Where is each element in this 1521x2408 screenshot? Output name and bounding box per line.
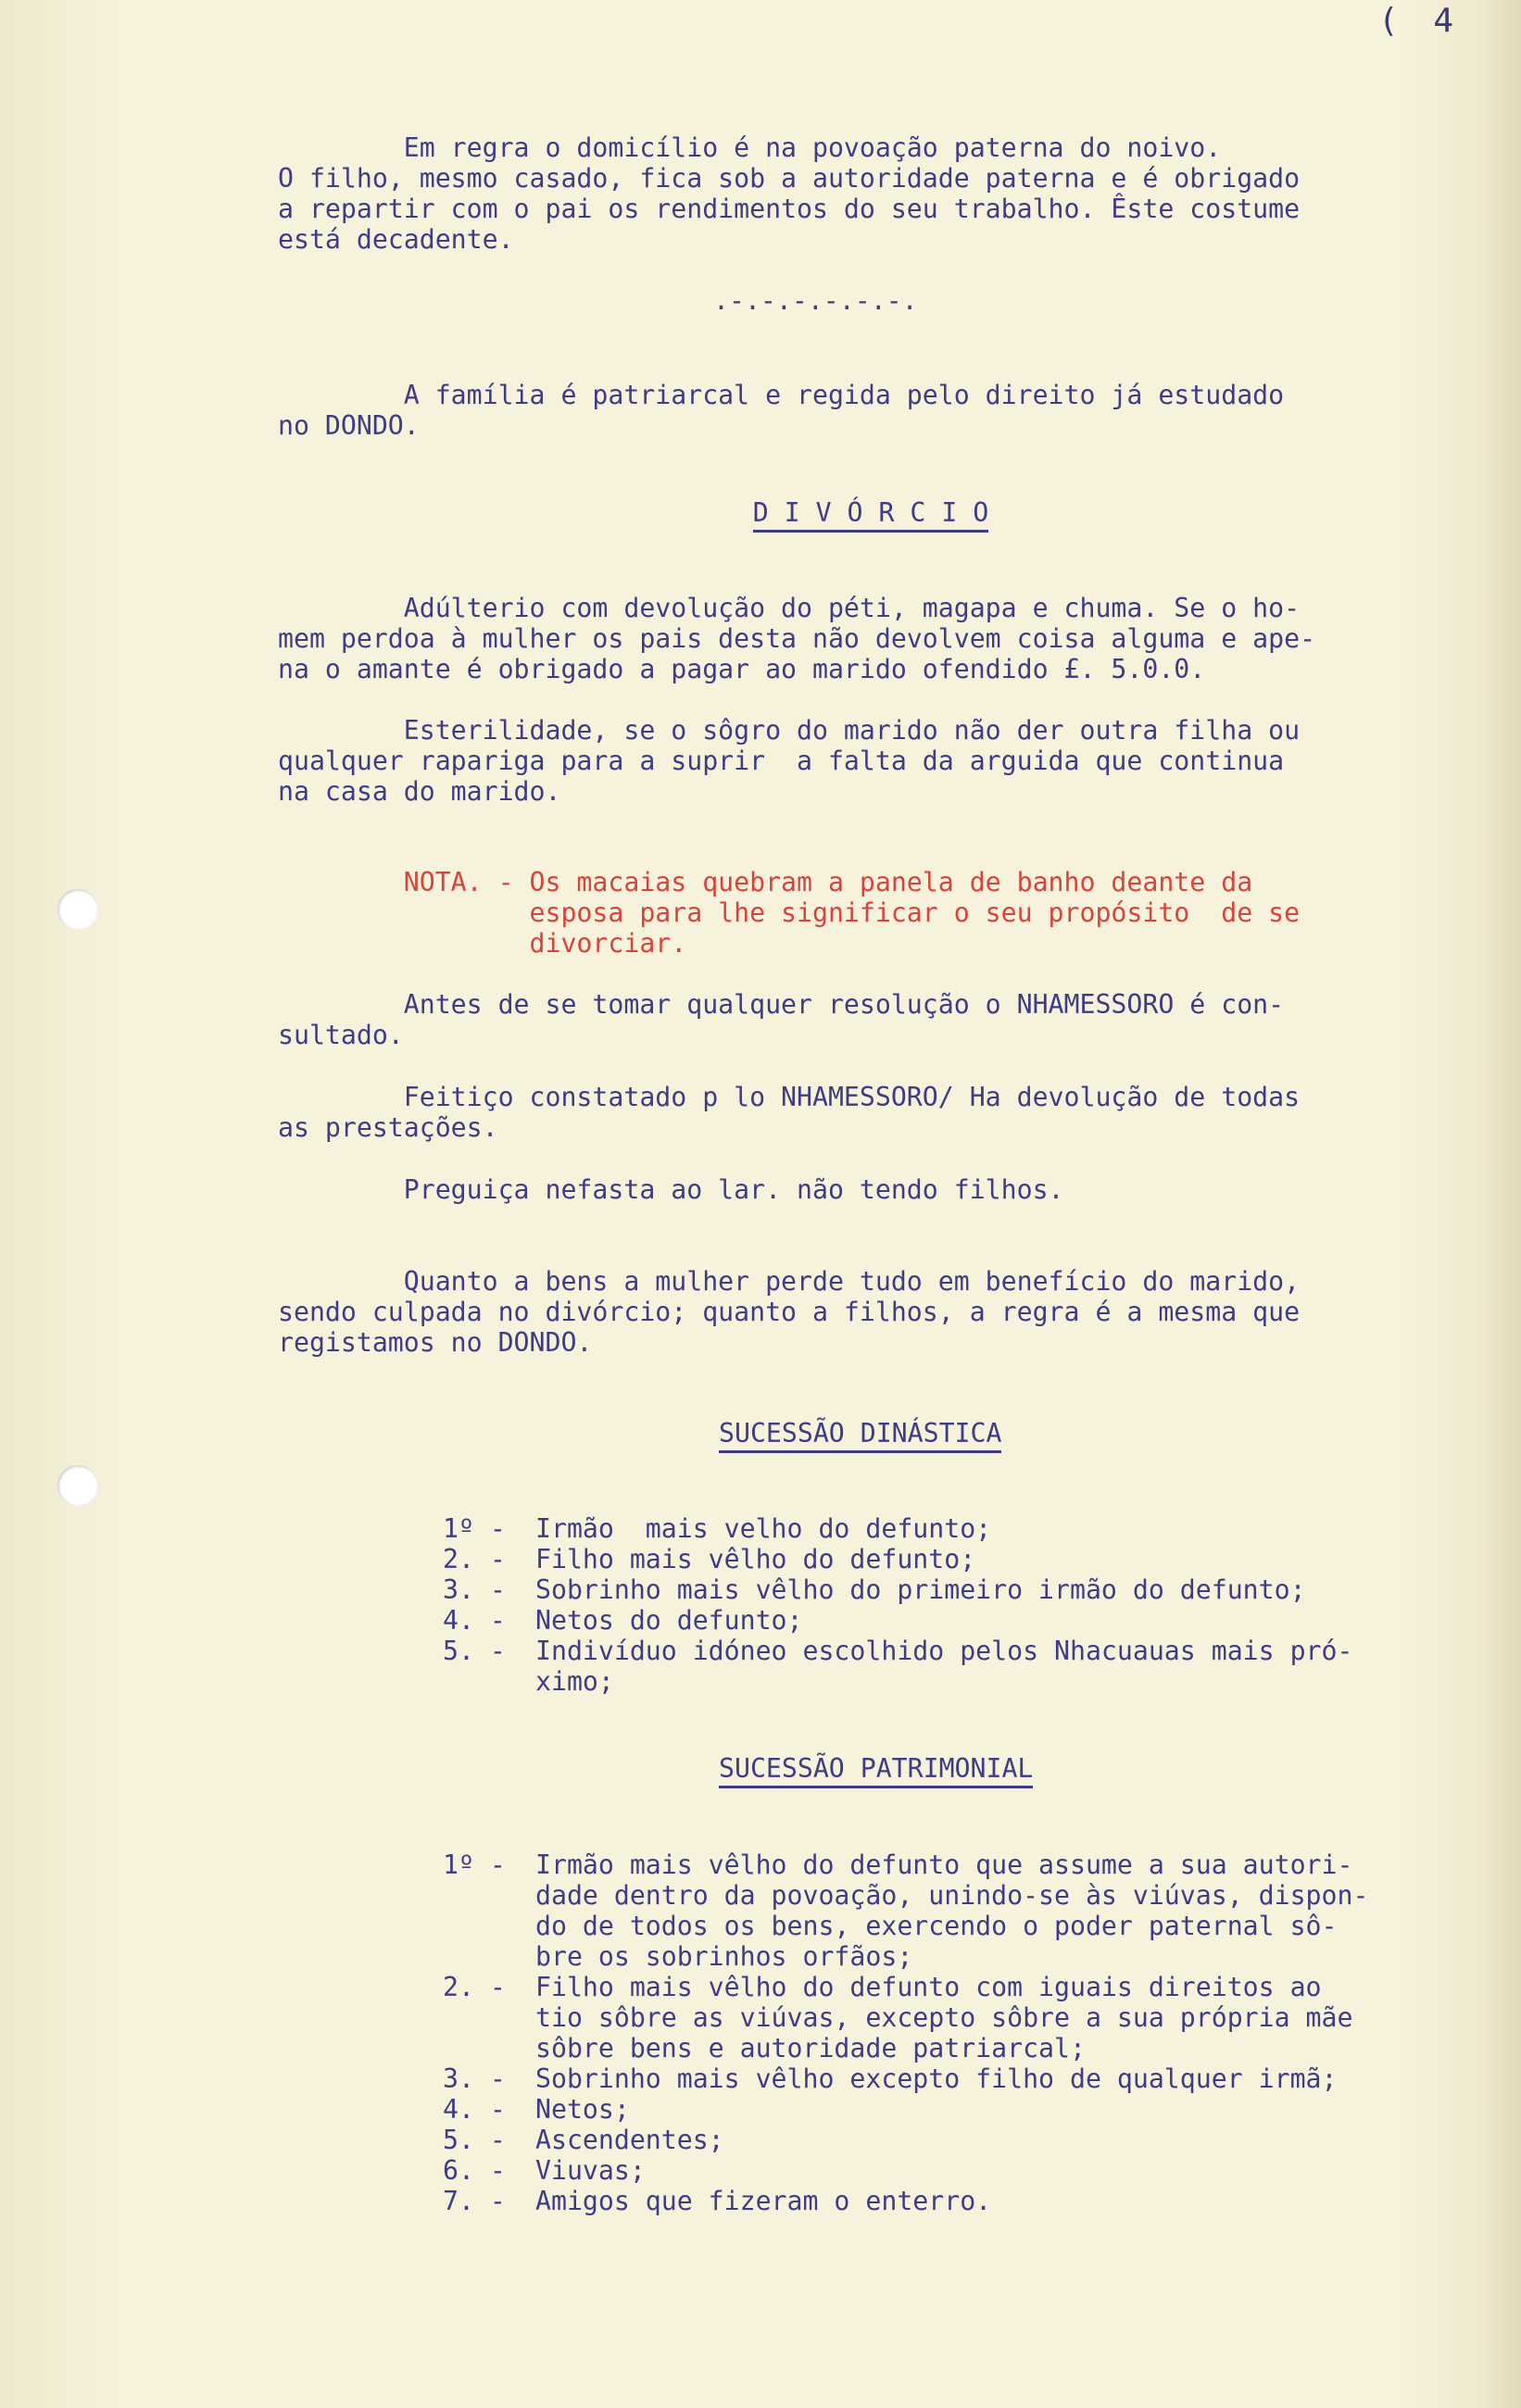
divorcio-p5-line: Preguiça nefasta ao lar. não tendo filhos. xyxy=(278,1174,1064,1205)
nota-line: esposa para lhe significar o seu propósito de se xyxy=(278,897,1301,928)
intro-line: a repartir com o pai os rendimentos do seu trabalho. Êste costume xyxy=(278,194,1301,224)
dinastica-item xyxy=(443,1574,1499,1605)
punch-hole-bottom xyxy=(57,1465,98,1506)
patrimonial-item-number: 4. - xyxy=(443,2094,506,2125)
dinastica-title: SUCESSÃO DINÁSTICA xyxy=(719,1418,1001,1453)
patrimonial-title: SUCESSÃO PATRIMONIAL xyxy=(719,1753,1033,1788)
divorcio-p4-line: Feitiço constatado p lo NHAMESSORO/ Ha devolução de todas xyxy=(278,1082,1301,1112)
dinastica-item xyxy=(443,1636,1499,1697)
divorcio-p4-line: as prestações. xyxy=(278,1112,498,1143)
dinastica-item-text: Sobrinho mais vêlho do primeiro irmão do defunto; xyxy=(535,1574,1306,1605)
divorcio-title: D I V Ó R C I O xyxy=(753,497,989,533)
patrimonial-item-number: 1º - xyxy=(443,1850,506,1880)
dinastica-title-wrap xyxy=(719,1418,1052,1453)
patrimonial-item xyxy=(443,1850,1499,1972)
patrimonial-item-number: 2. - xyxy=(443,1972,506,2002)
divorcio-p1-line: mem perdoa à mulher os pais desta não devolvem coisa alguma e ape- xyxy=(278,623,1316,654)
patrimonial-item-number: 7. - xyxy=(443,2186,506,2216)
patrimonial-item-text: Netos; xyxy=(535,2094,630,2125)
dinastica-item xyxy=(443,1544,1499,1574)
patrimonial-item xyxy=(443,1972,1499,2063)
patrimonial-item-text: Sobrinho mais vêlho excepto filho de qualquer irmã; xyxy=(535,2063,1338,2094)
patrimonial-item-text: Filho mais vêlho do defunto com iguais direitos ao tio sôbre as viúvas, excepto sôbre a sua própria mãe sôbre bens e autoridade patriarcal; xyxy=(535,1972,1353,2063)
divorcio-paragraph-4 xyxy=(278,1082,1501,1143)
intro-line: Em regra o domicílio é na povoação paterna do noivo. xyxy=(278,132,1222,163)
nota-paragraph xyxy=(278,867,1501,959)
patrimonial-item-number: 5. - xyxy=(443,2125,506,2155)
punch-hole-top xyxy=(57,889,98,930)
divorcio-p3-line: sultado. xyxy=(278,1020,404,1050)
divorcio-paragraph-2 xyxy=(278,715,1501,807)
separator-dots: .-.-.-.-.-.-. xyxy=(713,285,918,316)
divorcio-p2-line: na casa do marido. xyxy=(278,776,561,807)
patrimonial-item xyxy=(443,2094,1499,2125)
divorcio-p2-line: qualquer rapariga para a suprir a falta da arguida que continua xyxy=(278,746,1285,776)
dinastica-item-number: 2. - xyxy=(443,1544,506,1574)
divorcio-p2-line: Esterilidade, se o sôgro do marido não der outra filha ou xyxy=(278,715,1301,746)
family-line: A família é patriarcal e regida pelo direito já estudado xyxy=(278,380,1285,410)
intro-line: O filho, mesmo casado, fica sob a autoridade paterna e é obrigado xyxy=(278,163,1301,194)
patrimonial-item-text: Viuvas; xyxy=(535,2155,646,2186)
divorcio-paragraph-3 xyxy=(278,989,1501,1050)
dinastica-item xyxy=(443,1605,1499,1636)
dinastica-item-text: Filho mais vêlho do defunto; xyxy=(535,1544,976,1574)
nota-line: NOTA. - Os macaias quebram a panela de banho deante da xyxy=(278,867,1253,897)
divorcio-paragraph-6 xyxy=(278,1266,1501,1358)
divorcio-title-wrap xyxy=(713,497,1028,533)
patrimonial-item-text: Ascendentes; xyxy=(535,2125,724,2155)
page-number: ( 4 xyxy=(1378,2,1462,40)
family-line: no DONDO. xyxy=(278,410,420,441)
patrimonial-item-number: 3. - xyxy=(443,2063,506,2094)
dinastica-item-number: 3. - xyxy=(443,1574,506,1605)
divorcio-p1-line: Adúlterio com devolução do péti, magapa e chuma. Se o ho- xyxy=(278,593,1301,623)
dinastica-item-number: 5. - xyxy=(443,1636,506,1666)
patrimonial-item xyxy=(443,2155,1499,2186)
intro-line: está decadente. xyxy=(278,224,514,255)
patrimonial-item xyxy=(443,2063,1499,2094)
intro-paragraph xyxy=(278,132,1501,255)
nota-line: divorciar. xyxy=(278,928,687,959)
dinastica-list xyxy=(443,1513,1499,1697)
dinastica-item xyxy=(443,1513,1499,1544)
dinastica-item-number: 1º - xyxy=(443,1513,506,1544)
divorcio-p6-line: Quanto a bens a mulher perde tudo em benefício do marido, xyxy=(278,1266,1301,1297)
patrimonial-title-wrap xyxy=(719,1753,1126,1788)
patrimonial-item-text: Amigos que fizeram o enterro. xyxy=(535,2186,992,2216)
divorcio-paragraph-5 xyxy=(278,1174,1501,1205)
divorcio-paragraph-1 xyxy=(278,593,1501,684)
patrimonial-list xyxy=(443,1850,1499,2216)
dinastica-item-number: 4. - xyxy=(443,1605,506,1636)
dinastica-item-text: Irmão mais velho do defunto; xyxy=(535,1513,992,1544)
divorcio-p1-line: na o amante é obrigado a pagar ao marido ofendido £. 5.0.0. xyxy=(278,654,1206,684)
patrimonial-item-number: 6. - xyxy=(443,2155,506,2186)
patrimonial-item xyxy=(443,2186,1499,2216)
patrimonial-item-text: Irmão mais vêlho do defunto que assume a sua autori- dade dentro da povoação, unindo-se às viúvas, dispon- do de todos os bens, exercendo o poder paternal sô- bre os sobrinhos orfãos; xyxy=(535,1850,1369,1972)
dinastica-item-text: Indivíduo idóneo escolhido pelos Nhacuauas mais pró- ximo; xyxy=(535,1636,1353,1697)
divorcio-p6-line: sendo culpada no divórcio; quanto a filhos, a regra é a mesma que xyxy=(278,1297,1301,1327)
family-paragraph xyxy=(278,380,1501,441)
patrimonial-item xyxy=(443,2125,1499,2155)
divorcio-p3-line: Antes de se tomar qualquer resolução o NHAMESSORO é con- xyxy=(278,989,1285,1020)
divorcio-p6-line: registamos no DONDO. xyxy=(278,1327,593,1358)
dinastica-item-text: Netos do defunto; xyxy=(535,1605,803,1636)
